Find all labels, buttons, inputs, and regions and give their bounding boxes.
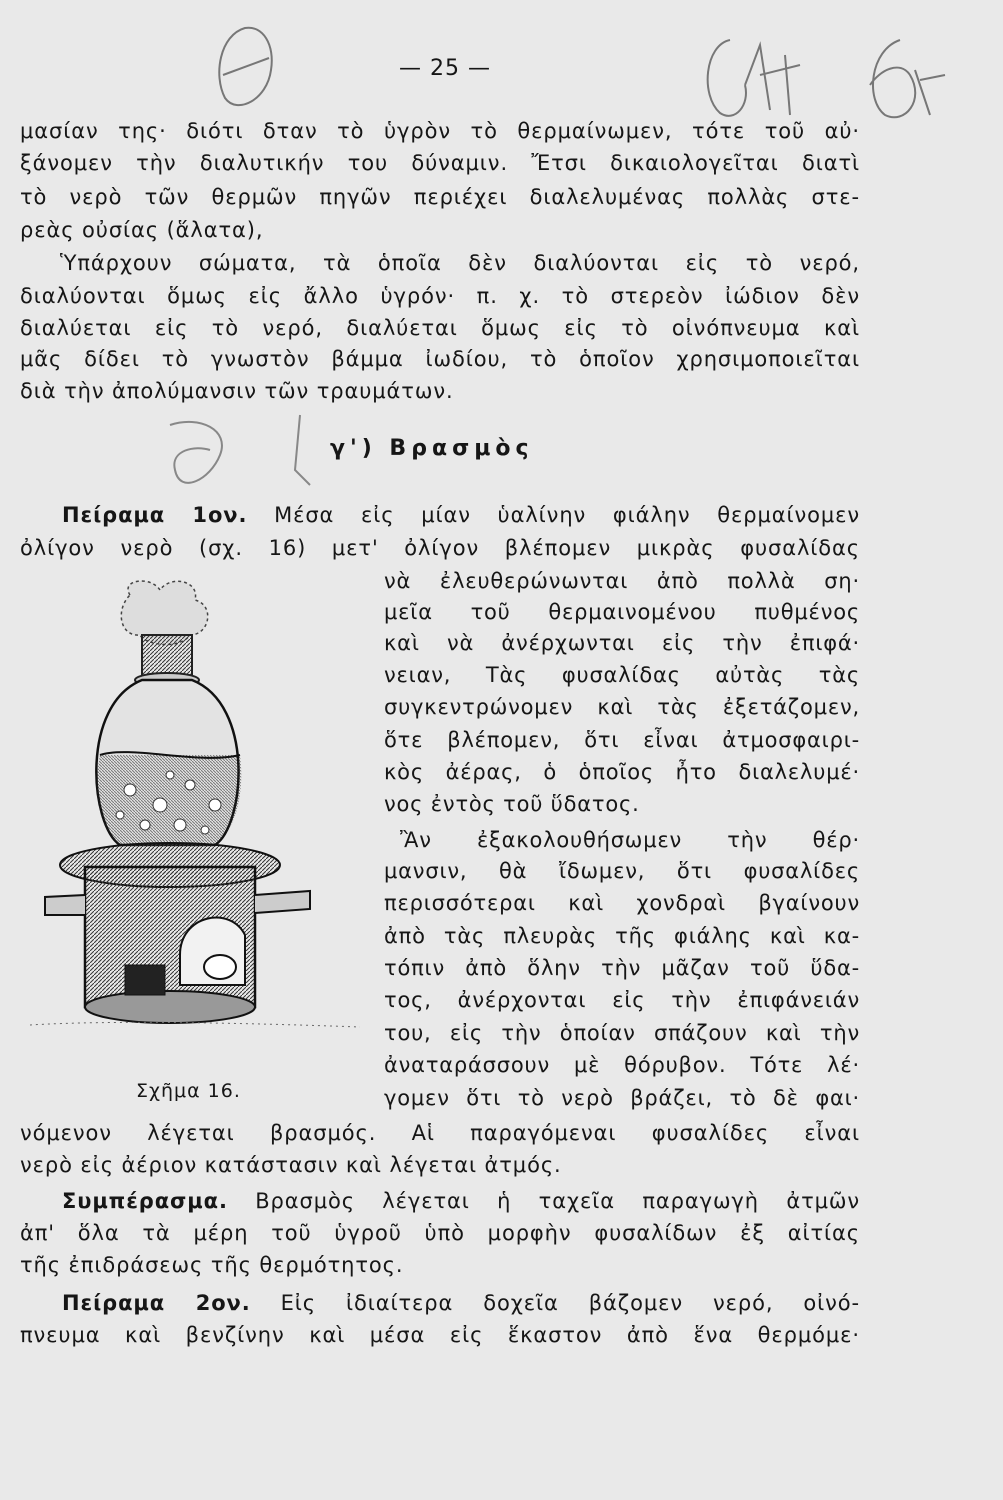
text-line: ὅτε βλέπομεν, ὅτι εἶναι ἀτμοσφαιρι- <box>384 728 860 752</box>
text-line: διαλύονται ὅμως εἰς ἄλλο ὑγρόν· π. χ. τὸ στερεὸν ἰώδιον δὲν <box>20 284 860 308</box>
text-line: μανσιν, θὰ ἴδωμεν, ὅτι φυσαλίδες <box>384 859 860 883</box>
experiment-2-text: Εἰς ἰδιαίτερα δοχεῖα βάζομεν νερό, οἰνό- <box>280 1291 860 1315</box>
text-line: πνευμα καὶ βενζίνην καὶ μέσα εἰς ἕκαστον ἀπὸ ἕνα θερμόμε· <box>20 1323 860 1347</box>
experiment-1-label: Πείραμα 1ον. <box>62 503 248 527</box>
text-line: Ἂν ἐξακολουθήσωμεν τὴν θέρ· <box>400 828 860 852</box>
experiment-1-text: Μέσα εἰς μίαν ὑαλίνην φιάλην θερμαίνομεν <box>274 503 861 527</box>
text-line: καὶ νὰ ἀνέρχωνται εἰς τὴν ἐπιφά· <box>384 631 860 655</box>
text-line: τος, ἀνέρχονται εἰς τὴν ἐπιφάνειάν <box>384 988 860 1012</box>
text-line <box>62 1186 860 1216</box>
text-line: ξάνομεν τὴν διαλυτικήν του δύναμιν. Ἔτσι δικαιολογεῖται διατὶ <box>20 151 860 175</box>
text-line: ρεὰς οὐσίας (ἅλατα), <box>20 218 264 242</box>
text-line: νερὸ εἰς ἀέριον κατάστασιν καὶ λέγεται ἀτμός. <box>20 1153 562 1177</box>
text-line: ὀλίγον νερὸ (σχ. 16) μετ' ὀλίγον βλέπομεν μικρὰς φυσαλίδας <box>20 536 860 560</box>
text-line: νόμενον λέγεται βρασμός. Αἱ παραγόμεναι φυσαλίδες εἶναι <box>20 1121 860 1145</box>
figure-flask-illustration <box>30 575 370 1075</box>
text-line: περισσότεραι καὶ χονδραὶ βγαίνουν <box>384 891 860 915</box>
figure-caption: Σχῆμα 16. <box>136 1080 241 1102</box>
text-line: ἀναταράσσουν μὲ θόρυβον. Τότε λέ· <box>384 1053 860 1077</box>
text-line: ἀπὸ τὰς πλευρὰς τῆς φιάλης καὶ κα- <box>384 924 860 948</box>
text-line: κὸς ἀέρας, ὁ ὁποῖος ἦτο διαλελυμέ· <box>384 760 860 784</box>
text-line: ἀπ' ὅλα τὰ μέρη τοῦ ὑγροῦ ὑπὸ μορφὴν φυσαλίδων ἐξ αἰτίας <box>20 1221 860 1245</box>
text-line: μασίαν της· διότι δταν τὸ ὑγρὸν τὸ θερμαίνωμεν, τότε τοῦ αὐ· <box>20 119 860 143</box>
text-line: νος ἐντὸς τοῦ ὕδατος. <box>384 792 640 816</box>
conclusion-label: Συμπέρασμα. <box>62 1189 228 1213</box>
text-line <box>62 500 860 530</box>
text-line: τὸ νερὸ τῶν θερμῶν πηγῶν περιέχει διαλελυμένας πολλὰς στε- <box>20 185 860 209</box>
experiment-2-label: Πείραμα 2ον. <box>62 1291 251 1315</box>
text-line: συγκεντρώνομεν καὶ τὰς ἐξετάζομεν, <box>384 695 860 719</box>
text-line: μᾶς δίδει τὸ γνωστὸν βάμμα ἰωδίου, τὸ ὁποῖον χρησιμοποιεῖται <box>20 347 860 371</box>
text-line: διὰ τὴν ἀπολύμανσιν τῶν τραυμάτων. <box>20 379 454 403</box>
text-line: γομεν ὅτι τὸ νερὸ βράζει, τὸ δὲ φαι· <box>384 1086 860 1110</box>
text-line: νὰ ἐλευθερώνωνται ἀπὸ πολλὰ ση· <box>384 569 860 593</box>
text-line: του, εἰς τὴν ὁποίαν σπάζουν καὶ τὴν <box>384 1021 860 1045</box>
text-line: νειαν, Τὰς φυσαλίδας αὐτὰς τὰς <box>384 663 860 687</box>
page-number: — 25 — <box>399 56 491 81</box>
section-heading: γ') Βρασμὸς <box>330 436 534 461</box>
text-line: Ὑπάρχουν σώματα, τὰ ὁποῖα δὲν διαλύονται εἰς τὸ νερό, <box>60 251 860 275</box>
text-line: τόπιν ἀπὸ ὅλην τὴν μᾶζαν τοῦ ὕδα- <box>384 956 860 980</box>
text-line: τῆς ἐπιδράσεως τῆς θερμότητος. <box>20 1253 404 1277</box>
pencil-scribble-mid <box>150 410 330 505</box>
conclusion-text: Βρασμὸς λέγεται ἡ ταχεῖα παραγωγὴ ἀτμῶν <box>255 1189 860 1213</box>
text-line <box>62 1288 860 1318</box>
text-line: διαλύεται εἰς τὸ νερό, διαλύεται ὅμως εἰς τὸ οἰνόπνευμα καὶ <box>20 316 860 340</box>
text-line: μεῖα τοῦ θερμαινομένου πυθμένος <box>384 600 860 624</box>
